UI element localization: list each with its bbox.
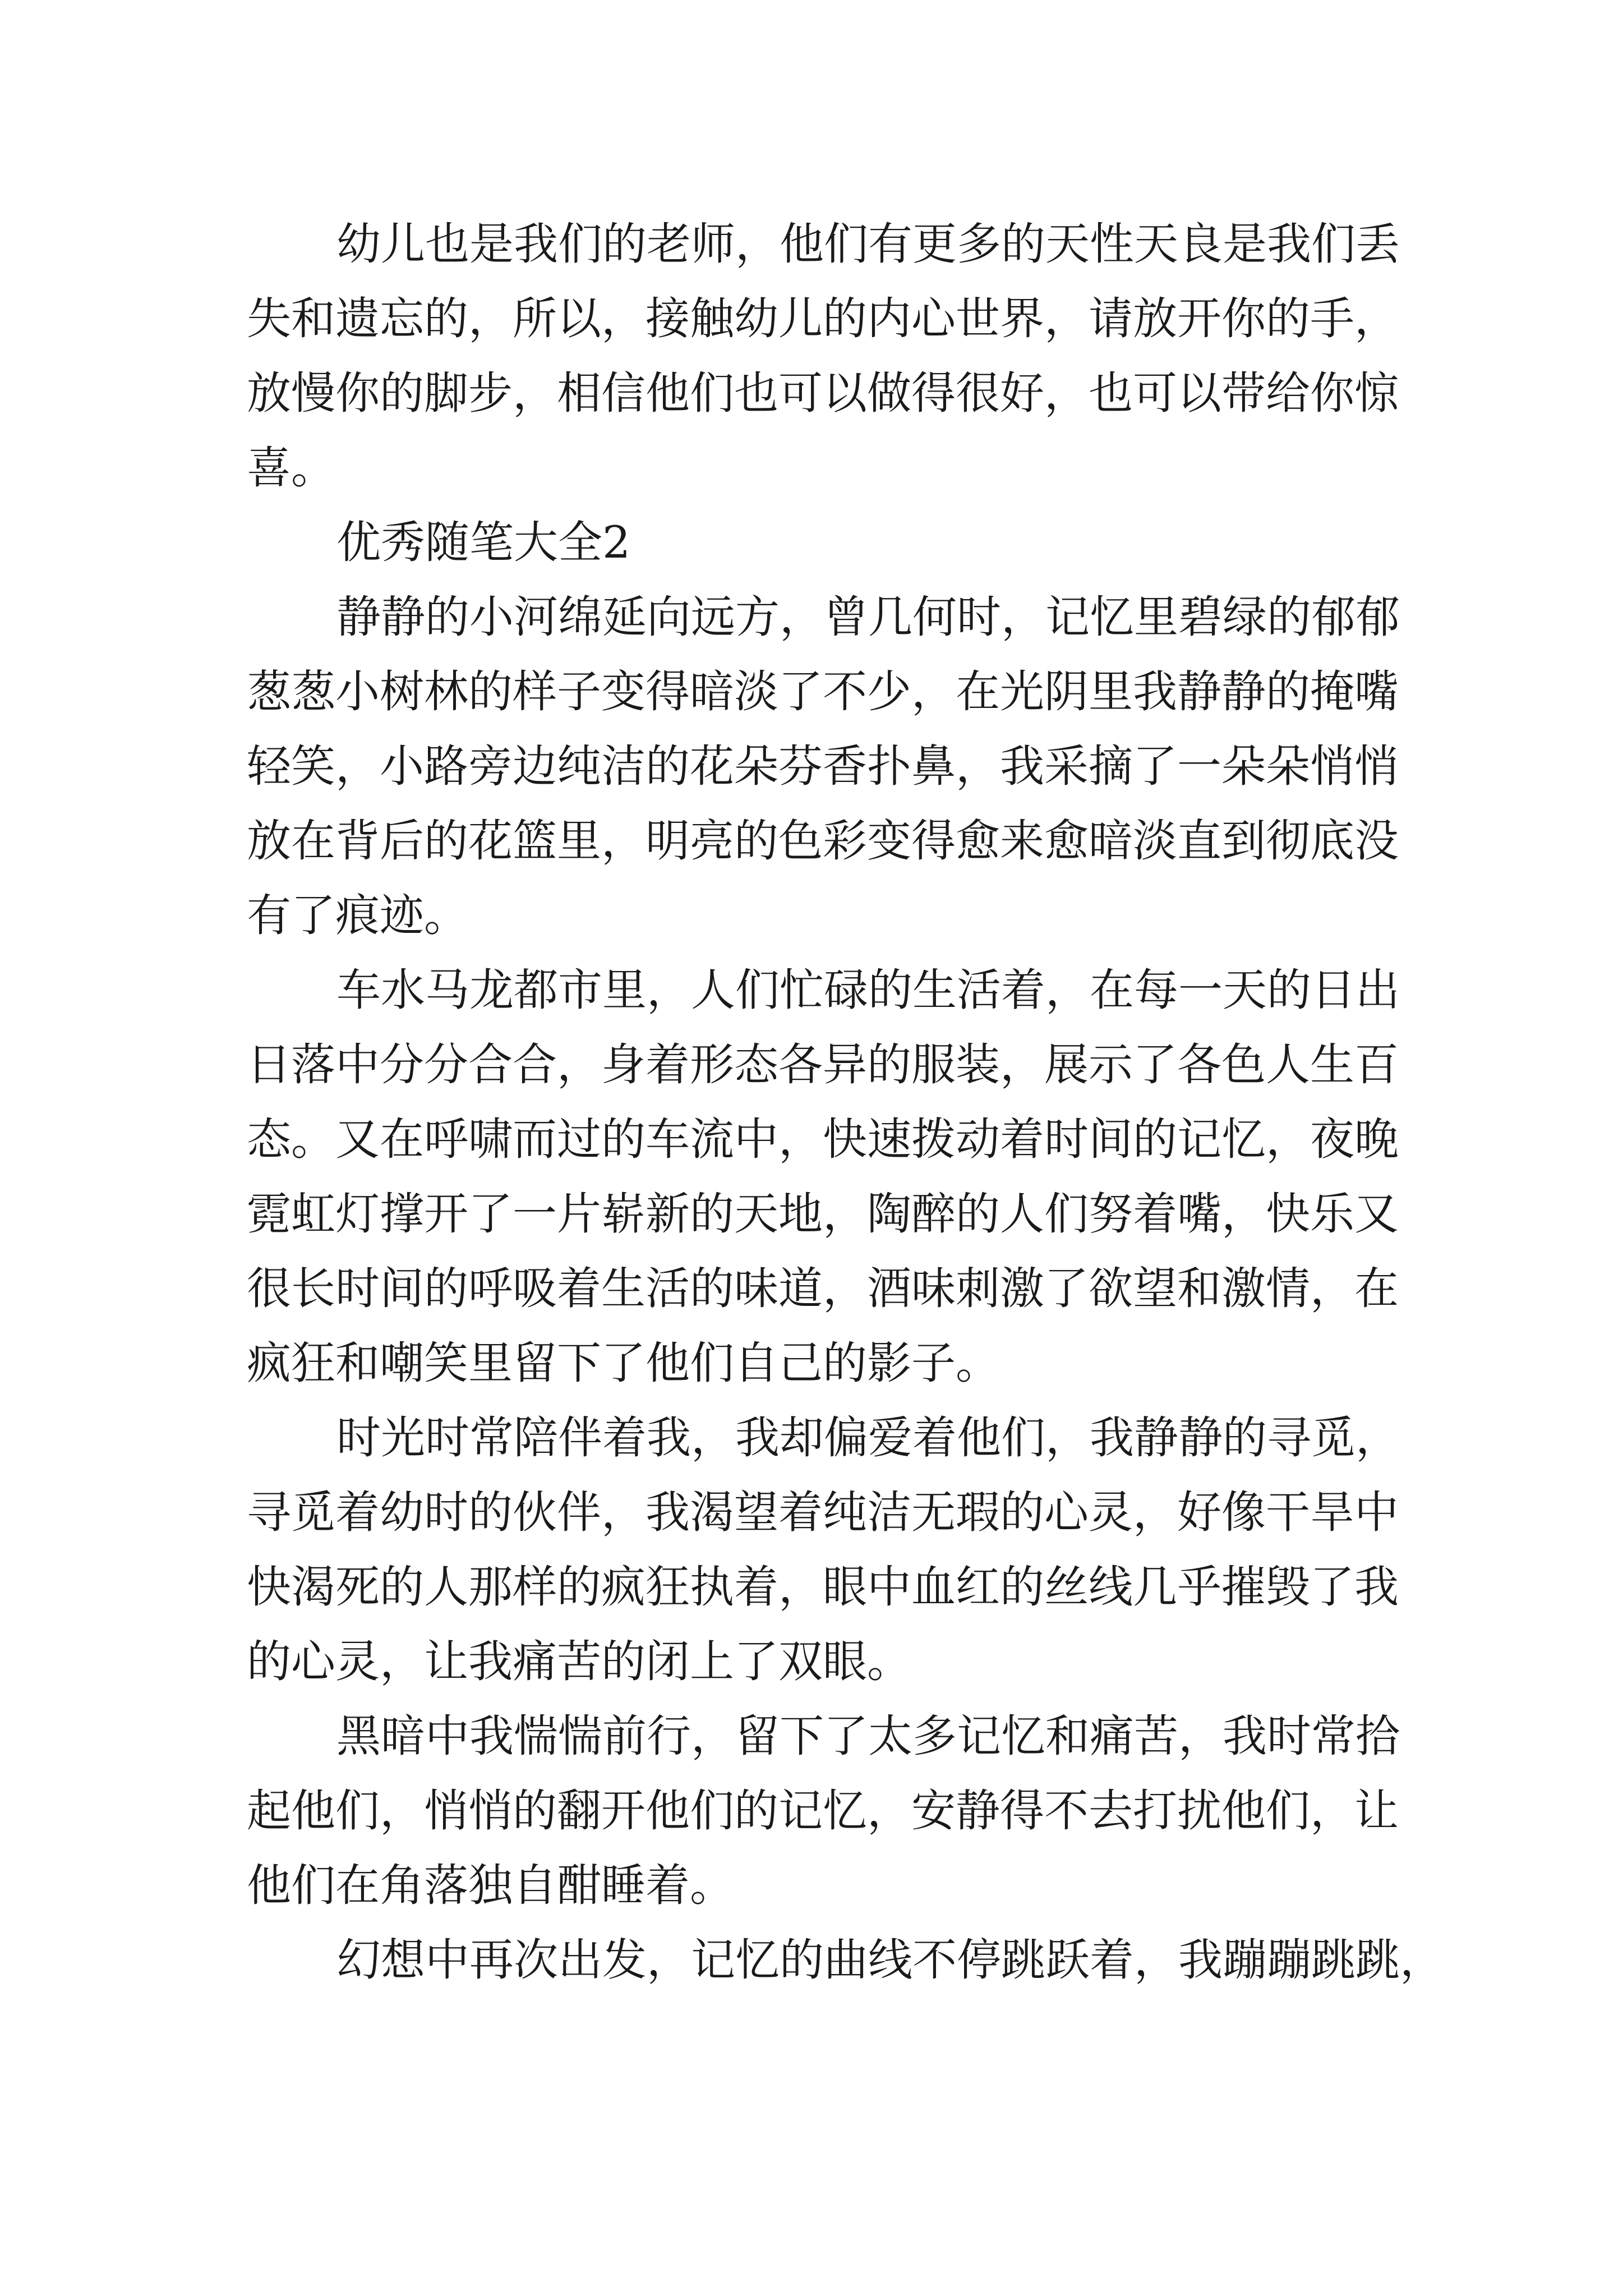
- paragraph-3-line-5: 很长时间的呼吸着生活的味道，酒味刺激了欲望和激情，在: [247, 1263, 1399, 1314]
- paragraph-2-line-4: 放在背后的花篮里，明亮的色彩变得愈来愈暗淡直到彻底没: [247, 815, 1399, 867]
- paragraph-1-line-1: 幼儿也是我们的老师，他们有更多的天性天良是我们丢: [336, 218, 1400, 270]
- section-heading: 优秀随笔大全2: [336, 517, 631, 568]
- paragraph-5-line-2: 起他们，悄悄的翻开他们的记忆，安静得不去打扰他们，让: [247, 1785, 1399, 1837]
- paragraph-5-line-1: 黑暗中我惴惴前行，留下了太多记忆和痛苦，我时常拾: [336, 1710, 1400, 1762]
- paragraph-2-line-1: 静静的小河绵延向远方，曾几何时，记忆里碧绿的郁郁: [336, 591, 1400, 643]
- paragraph-3-line-6: 疯狂和嘲笑里留下了他们自己的影子。: [247, 1337, 1000, 1389]
- paragraph-3-line-1: 车水马龙都市里，人们忙碌的生活着，在每一天的日出: [336, 964, 1400, 1016]
- paragraph-4-line-1: 时光时常陪伴着我，我却偏爱着他们，我静静的寻觅，: [336, 1412, 1400, 1464]
- paragraph-4-line-2: 寻觅着幼时的伙伴，我渴望着纯洁无瑕的心灵，好像干旱中: [247, 1487, 1399, 1538]
- paragraph-1-line-4: 喜。: [247, 442, 335, 494]
- paragraph-4-line-4: 的心灵，让我痛苦的闭上了双眼。: [247, 1636, 911, 1687]
- paragraph-3-line-4: 霓虹灯撑开了一片崭新的天地，陶醉的人们努着嘴，快乐又: [247, 1188, 1399, 1240]
- paragraph-2-line-5: 有了痕迹。: [247, 890, 468, 941]
- paragraph-4-line-3: 快渴死的人那样的疯狂执着，眼中血红的丝线几乎摧毁了我: [247, 1561, 1399, 1613]
- paragraph-5-line-3: 他们在角落独自酣睡着。: [247, 1860, 734, 1911]
- paragraph-6-line-1: 幻想中再次出发，记忆的曲线不停跳跃着，我蹦蹦跳跳，: [336, 1934, 1444, 1986]
- paragraph-3-line-3: 态。又在呼啸而过的车流中，快速拨动着时间的记忆，夜晚: [247, 1114, 1399, 1165]
- paragraph-2-line-3: 轻笑，小路旁边纯洁的花朵芬香扑鼻，我采摘了一朵朵悄悄: [247, 740, 1399, 792]
- paragraph-1-line-3: 放慢你的脚步，相信他们也可以做得很好，也可以带给你惊: [247, 367, 1399, 419]
- paragraph-3-line-2: 日落中分分合合，身着形态各异的服装，展示了各色人生百: [247, 1039, 1399, 1091]
- paragraph-1-line-2: 失和遗忘的，所以，接触幼儿的内心世界，请放开你的手，: [247, 293, 1399, 344]
- paragraph-2-line-2: 葱葱小树林的样子变得暗淡了不少，在光阴里我静静的掩嘴: [247, 666, 1399, 717]
